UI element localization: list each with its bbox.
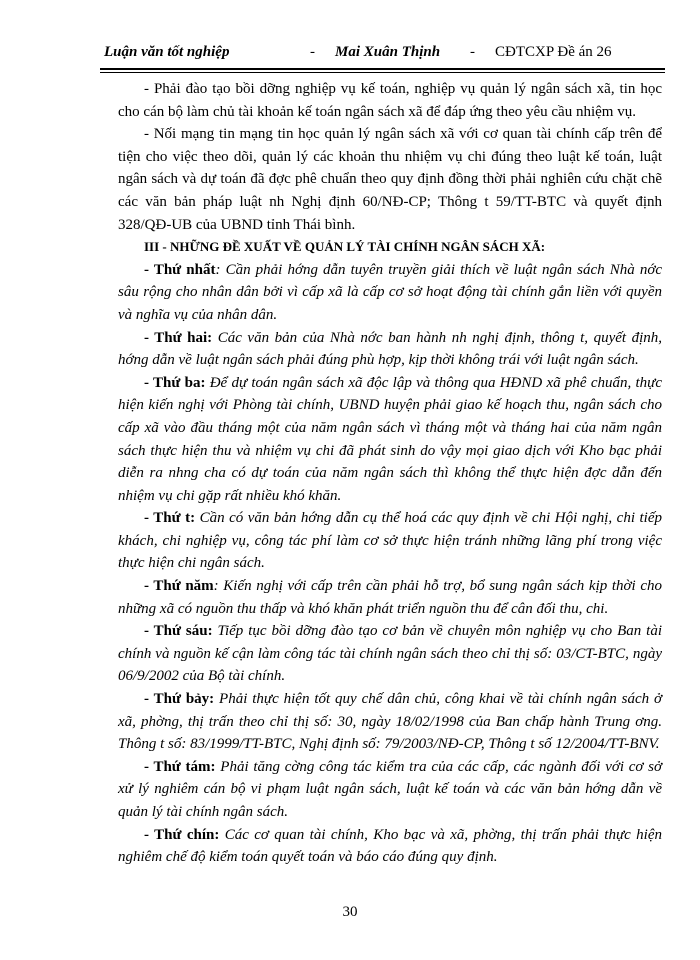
recommendation-item: [118, 824, 662, 869]
body-paragraph: - Phải đào tạo bồi dỡng nghiệp vụ kế toán, nghiệp vụ quản lý ngân sách xã, tin học cho cán bộ làm chủ tài khoản kế toán ngân sách xã để đáp ứng theo yêu cầu nhiệm vụ.: [118, 81, 662, 120]
page-body: [118, 78, 662, 869]
header-rule-thick: [100, 68, 665, 70]
item-text: Phải tăng cờng công tác kiểm tra của các cấp, các ngành đối với cơ sở xử lý nghiêm cán bộ vi phạm luật ngân sách, luật kế toán và các văn bản hớng dẫn về quản lý tài chính ngân sách.: [118, 758, 663, 820]
header-class-code: CĐTCXP Đề án 26: [495, 44, 612, 60]
section-heading: III - NHỮNG ĐỀ XUẤT VỀ QUẢN LÝ TÀI CHÍNH NGÂN SÁCH XÃ:: [144, 239, 546, 255]
header-separator: -: [310, 44, 315, 60]
item-text: : Kiến nghị với cấp trên cần phải hỗ trợ, bổ sung ngân sách kịp thời cho những xã có nguồn thu thấp và khó khăn phát triển nguồn thu để cân đối thu, chi.: [118, 578, 662, 617]
item-text: Các văn bản của Nhà nớc ban hành nh nghị định, thông t, quyết định, hớng dẫn về luật ngân sách phải đúng phù hợp, kịp thời không trái với luật ngân sách.: [118, 329, 663, 369]
item-label: - Thứ chín:: [144, 826, 220, 843]
body-paragraph: - Nối mạng tin mạng tin học quản lý ngân sách xã với cơ quan tài chính cấp trên để tiện cho việc theo dõi, quản lý các khoản thu nhiệm vụ chi đúng theo luật kế toán, luật ngân sách và dự toán đã đợc phê chuẩn theo quy định đồng thời phải nghiên cứu chặt chẽ các văn bản pháp luật nh Nghị định 60/NĐ-CP; Thông t 59/TT-BTC và quyết định 328/QĐ-UB của UBND tỉnh Thái bình.: [118, 126, 662, 233]
item-label: - Thứ ba:: [144, 374, 206, 391]
item-label: - Thứ năm: [144, 578, 214, 595]
item-text: Tiếp tục bồi dỡng đào tạo cơ bản về chuyên môn nghiệp vụ cho Ban tài chính và nguồn kế cận làm công tác tài chính ngân sách theo chỉ thị số: 03/CT-BTC, ngày 06/9/2002 của Bộ tài chính.: [118, 623, 662, 685]
recommendation-item: [118, 620, 662, 688]
header-author: Mai Xuân Thịnh: [335, 44, 441, 60]
recommendation-item: [118, 259, 662, 327]
recommendation-item: [118, 688, 662, 756]
header-thesis-title: Luận văn tốt nghiệp: [104, 44, 230, 60]
recommendation-item: [118, 575, 662, 620]
item-label: - Thứ bảy:: [144, 691, 215, 708]
item-label: - Thứ t:: [144, 510, 196, 527]
item-label: - Thứ nhất: [144, 261, 216, 278]
item-label: - Thứ sáu:: [144, 623, 213, 640]
item-text: : Cần phải hớng dẫn tuyên truyền giải thích về luật ngân sách Nhà nớc sâu rộng cho nhân dân bởi vì cấp xã là cấp cơ sở hoạt động tài chính gắn liền với quyền và nghĩa vụ của nhân dân.: [118, 261, 662, 323]
page-number: 30: [342, 904, 358, 920]
item-label: - Thứ tám:: [144, 758, 216, 775]
item-text: Phải thực hiện tốt quy chế dân chủ, công khai về tài chính ngân sách ở xã, phờng, thị trấn theo chỉ thị số: 30, ngày 18/02/1998 của Ban chấp hành Trung ơng. Thông t số: 83/1999/TT-BTC, Nghị định số: 79/2003/NĐ-CP, Thông t số 12/2004/TT-BNV.: [118, 691, 662, 753]
page-header: [100, 40, 665, 68]
item-label: - Thứ hai:: [144, 329, 213, 346]
recommendation-item: [118, 327, 662, 372]
recommendation-item: [118, 756, 662, 824]
header-separator: -: [470, 44, 475, 60]
item-text: Cần có văn bản hớng dẫn cụ thể hoá các quy định về chi Hội nghị, chi tiếp khách, chi nghiệp vụ, công tác phí làm cơ sở thực hiện tránh những lãng phí trong việc thực hiện chi ngân sách.: [118, 510, 662, 572]
header-rule-thin: [100, 72, 665, 73]
recommendation-item: [118, 372, 662, 508]
item-text: Để dự toán ngân sách xã độc lập và thông qua HĐND xã phê chuẩn, thực hiện kiến nghị với Phòng tài chính, UBND huyện phải giao kế hoạch thu, ngân sách cho cấp xã vào đầu tháng một của năm ngân sách vì tháng một và tháng hai của năm ngân sách thực hiện thu và nhiệm vụ chi đã phát sinh do vậy mọi giao dịch với Kho bạc phải diễn ra nhng cha có dự toán của năm ngân sách thì không thể thực hiện đợc dẫn đến nhiệm vụ chi gặp rất nhiều khó khăn.: [118, 374, 662, 504]
item-text: Các cơ quan tài chính, Kho bạc và xã, phờng, thị trấn phải thực hiện nghiêm chế độ kiểm toán quyết toán và báo cáo đúng quy định.: [118, 826, 662, 866]
recommendation-item: [118, 507, 662, 575]
